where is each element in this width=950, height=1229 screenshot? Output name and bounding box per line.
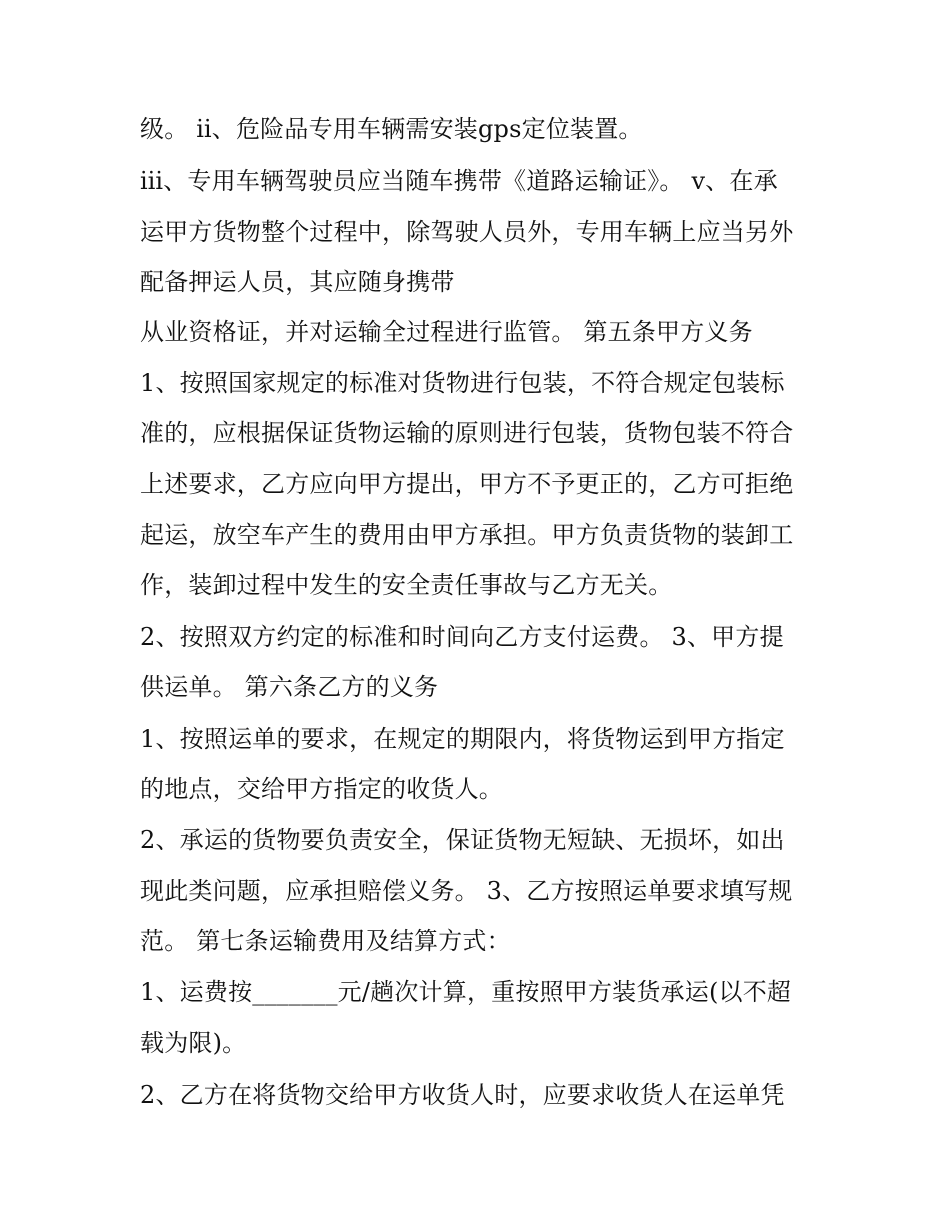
text-line: 1、运费按_______元/趟次计算，重按照甲方装货承运(以不超 (140, 978, 792, 1006)
text-line: 供运单。 第六条乙方的义务 (140, 673, 439, 701)
text-line: 现此类问题，应承担赔偿义务。 3、乙方按照运单要求填写规 (140, 877, 793, 905)
text-line: 2、承运的货物要负责安全，保证货物无短缺、无损坏，如出 (140, 826, 785, 854)
text-line: 范。 第七条运输费用及结算方式： (140, 927, 511, 955)
text-line: ⅲ、专用车辆驾驶员应当随车携带《道路运输证》。 v、在承 (140, 167, 778, 195)
text-line: 载为限)。 (140, 1029, 247, 1057)
text-line: 运甲方货物整个过程中，除驾驶人员外，专用车辆上应当另外 (140, 218, 794, 246)
text-line: 1、按照运单的要求，在规定的期限内，将货物运到甲方指定 (140, 725, 785, 753)
text-line: 1、按照国家规定的标准对货物进行包装，不符合规定包装标 (140, 369, 785, 397)
text-line: 的地点，交给甲方指定的收货人。 (140, 775, 503, 803)
text-line: 作，装卸过程中发生的安全责任事故与乙方无关。 (140, 571, 673, 599)
text-line: 上述要求，乙方应向甲方提出，甲方不予更正的，乙方可拒绝 (140, 470, 794, 498)
text-line: 准的，应根据保证货物运输的原则进行包装，货物包装不符合 (140, 419, 794, 447)
text-line: 级。 ⅱ、危险品专用车辆需安装gps定位装置。 (140, 115, 643, 143)
text-line: 配备押运人员，其应随身携带 (140, 268, 455, 296)
text-line: 起运，放空车产生的费用由甲方承担。甲方负责货物的装卸工 (140, 521, 794, 549)
text-line: 从业资格证，并对运输全过程进行监管。 第五条甲方义务 (140, 318, 753, 346)
text-line: 2、乙方在将货物交给甲方收货人时，应要求收货人在运单凭 (140, 1081, 785, 1109)
text-line: 2、按照双方约定的标准和时间向乙方支付运费。 3、甲方提 (140, 623, 784, 651)
